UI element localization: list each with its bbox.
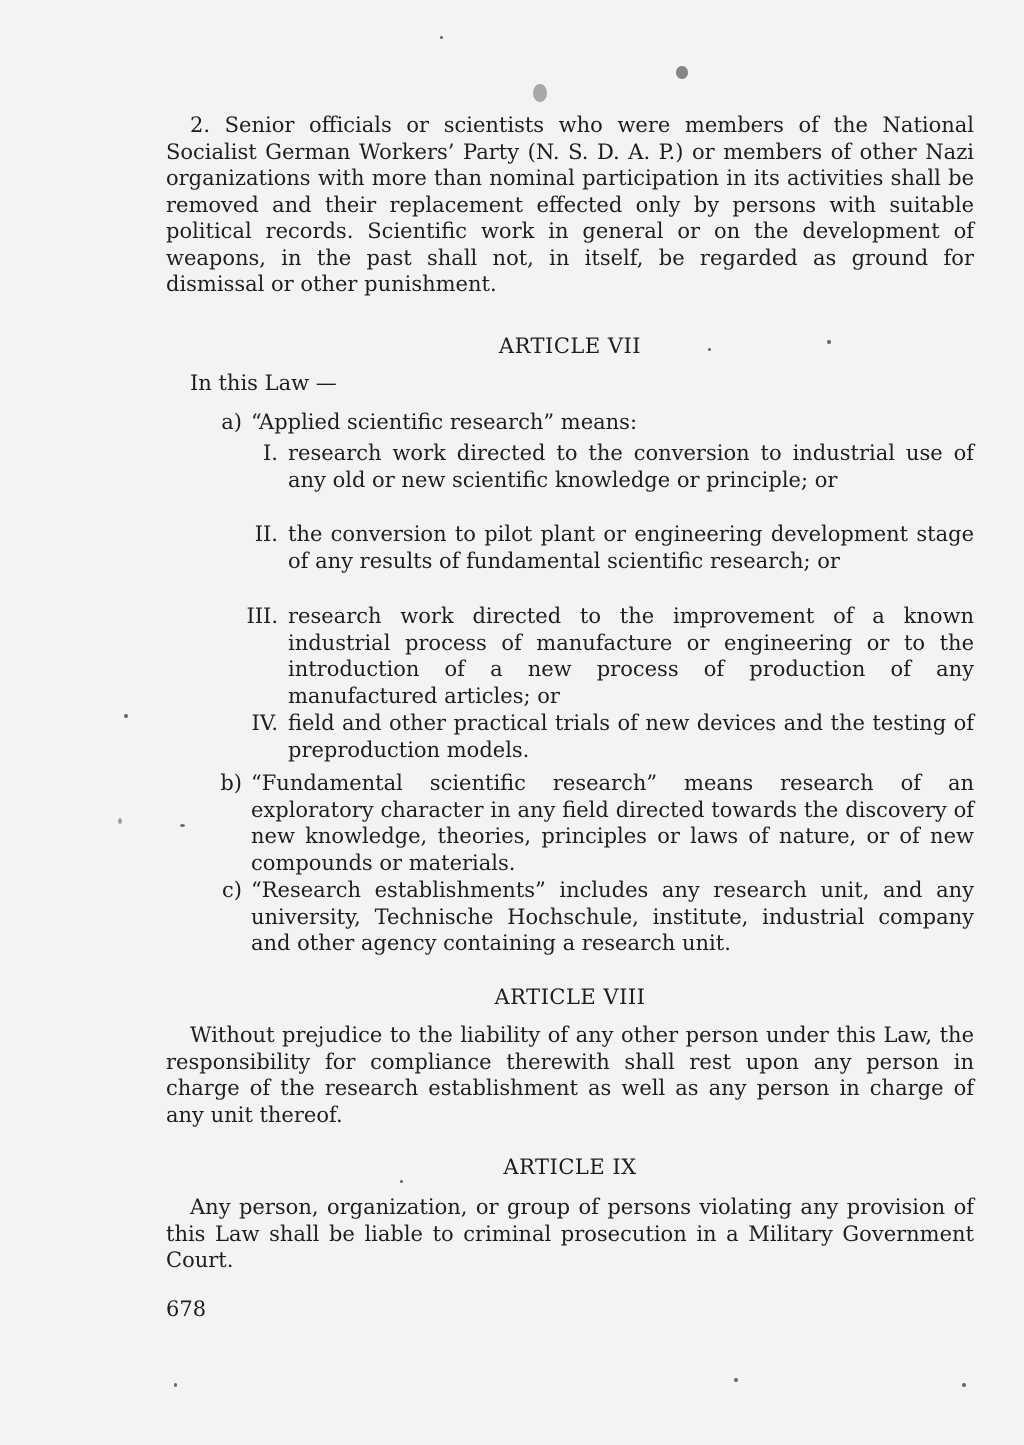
clause-a-text: “Applied scientific research” means: xyxy=(251,410,638,434)
article-ix-heading: ARTICLE IX xyxy=(503,1155,637,1179)
scan-speck xyxy=(124,714,128,718)
item-iii-marker: III. xyxy=(246,604,278,628)
article-vii-heading: ARTICLE VII xyxy=(498,334,642,358)
scan-speck xyxy=(734,1378,738,1382)
scan-speck xyxy=(533,84,547,102)
scan-speck xyxy=(440,36,443,39)
article-vii-intro: In this Law — xyxy=(190,371,337,395)
item-ii-text: the conversion to pilot plant or engineering development stage of any results of fundamental scientific research; or xyxy=(288,522,974,573)
scan-speck xyxy=(118,818,122,824)
scan-speck xyxy=(676,66,688,79)
scan-speck xyxy=(180,824,185,827)
item-ii-marker: II. xyxy=(254,522,278,546)
clause-a-marker: a) xyxy=(221,410,242,434)
item-iv-text: field and other practical trials of new devices and the testing of preproduction models. xyxy=(288,711,974,762)
clause-c-marker: c) xyxy=(222,878,242,902)
article-viii-text: Without prejudice to the liability of any other person under this Law, the responsibility for compliance therewith shall rest upon any person in charge of the research establishment as well as any person in charge of any unit thereof. xyxy=(166,1023,974,1127)
scan-speck xyxy=(962,1383,966,1387)
scan-speck xyxy=(174,1383,177,1387)
scan-speck xyxy=(708,348,711,351)
item-i-marker: I. xyxy=(263,441,278,465)
clause-b-marker: b) xyxy=(220,771,242,795)
article-viii-heading: ARTICLE VIII xyxy=(494,985,646,1009)
paragraph-2: 2. Senior officials or scientists who were members of the National Socialist German Workers’ Party (N. S. D. A. P.) or members of other Nazi organizations with more than nominal participation in its activities shall be removed and their replacement effected only by persons with suitable political records. Scientific work in general or on the development of weapons, in the past shall not, in itself, be regarded as ground for dismissal or other punishment. xyxy=(166,113,974,296)
item-iii-text: research work directed to the improvement of a known industrial process of manufacture or engineering or to the introduction of a new process of production of any manufactured articles; or xyxy=(288,604,974,708)
clause-b-text: “Fundamental scientific research” means research of an exploratory character in any field directed towards the discovery of new knowledge, theories, principles or laws of nature, or of new compounds or materials. xyxy=(251,771,974,875)
item-iv-marker: IV. xyxy=(251,711,278,735)
clause-c-text: “Research establishments” includes any research unit, and any university, Technische Hochschule, institute, industrial company and other agency containing a research unit. xyxy=(251,878,974,955)
scan-speck xyxy=(827,340,831,344)
page-number: 678 xyxy=(166,1297,207,1321)
scan-speck xyxy=(400,1180,403,1183)
item-i-text: research work directed to the conversion to industrial use of any old or new scientific knowledge or principle; or xyxy=(288,441,974,492)
article-ix-text: Any person, organization, or group of persons violating any provision of this Law shall be liable to criminal prosecution in a Military Government Court. xyxy=(166,1195,974,1272)
